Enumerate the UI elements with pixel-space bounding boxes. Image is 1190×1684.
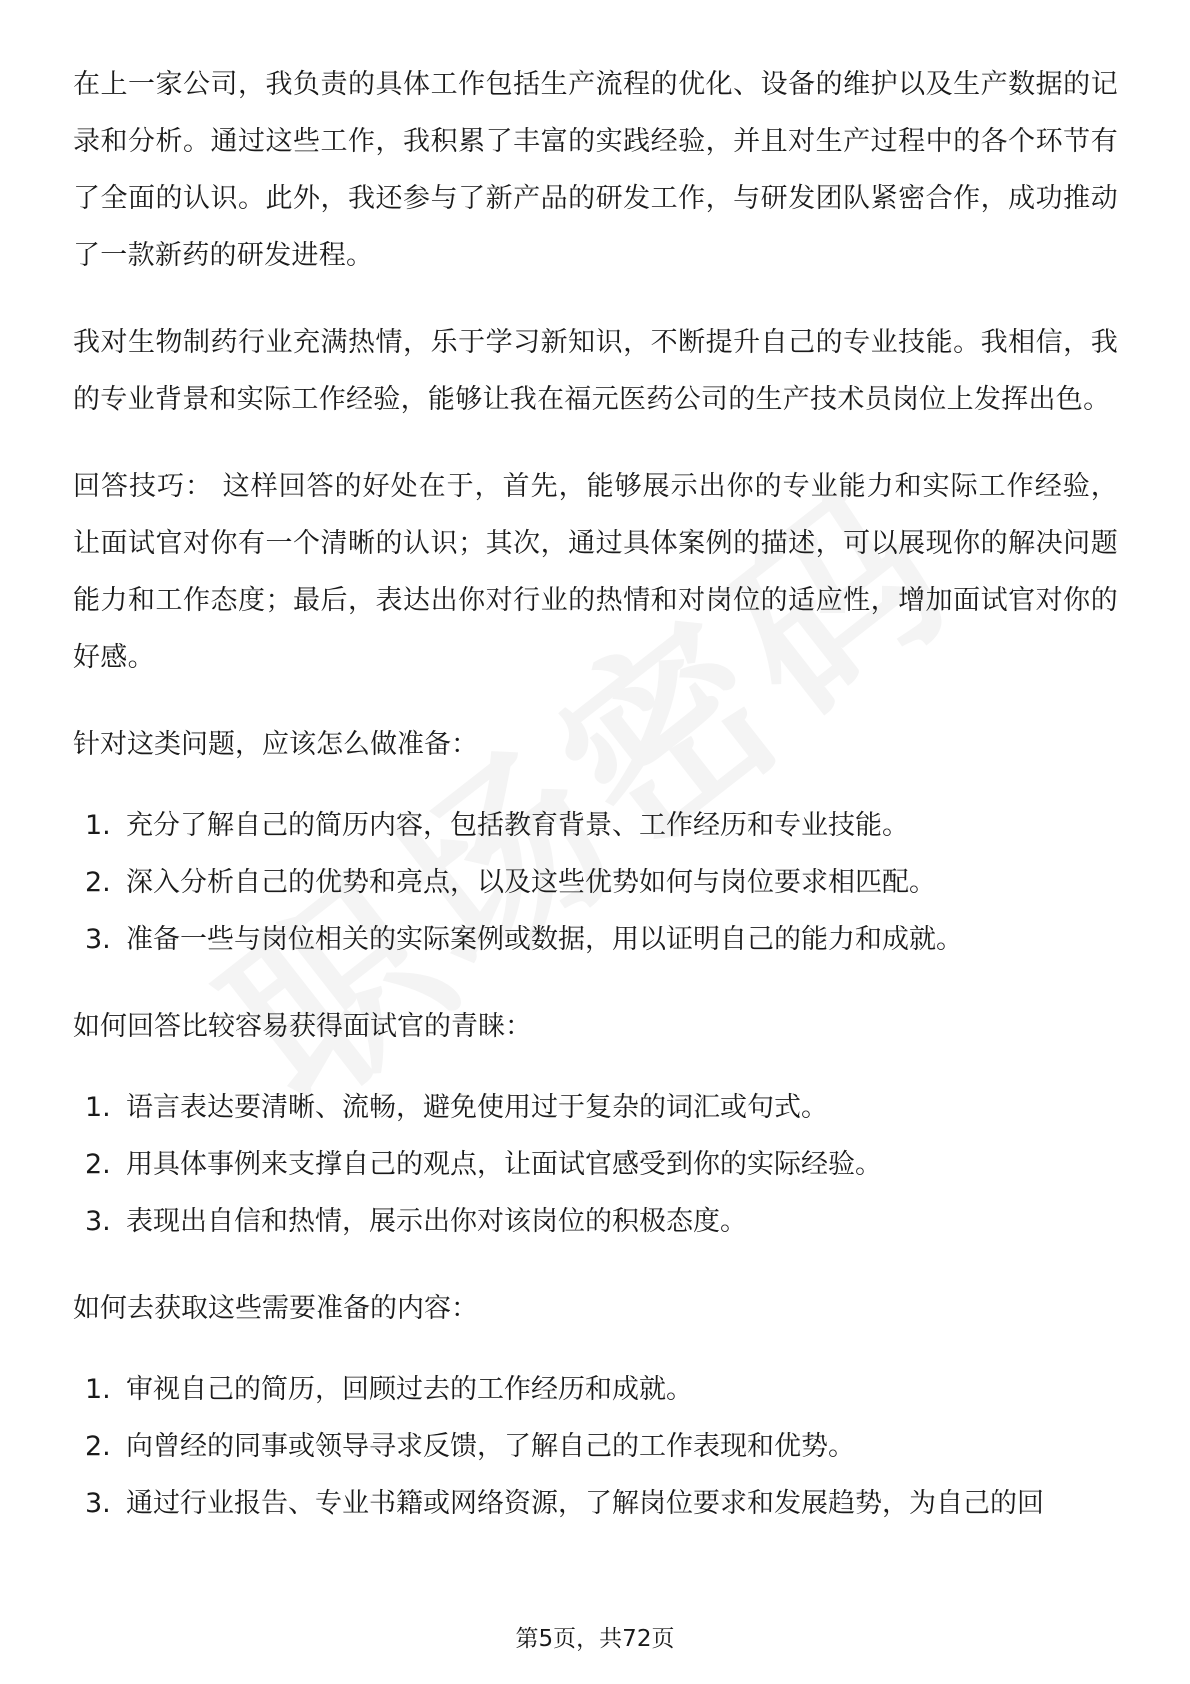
list-item-text: 准备一些与岗位相关的实际案例或数据，用以证明自己的能力和成就。 bbox=[126, 924, 963, 955]
document-body bbox=[73, 56, 1118, 1562]
list-number: 2. bbox=[85, 1149, 111, 1180]
list-item-text: 向曾经的同事或领导寻求反馈，了解自己的工作表现和优势。 bbox=[126, 1431, 855, 1462]
section-favor bbox=[73, 998, 1118, 1250]
numbered-list bbox=[73, 1079, 1118, 1250]
list-item bbox=[73, 1079, 1118, 1136]
list-item-text: 表现出自信和热情，展示出你对该岗位的积极态度。 bbox=[126, 1206, 747, 1237]
list-item bbox=[73, 1136, 1118, 1193]
list-number: 2. bbox=[85, 1431, 111, 1462]
section-heading: 如何回答比较容易获得面试官的青睐： bbox=[73, 1011, 532, 1042]
list-number: 2. bbox=[85, 867, 111, 898]
section-sources bbox=[73, 1280, 1118, 1532]
list-number: 1. bbox=[85, 810, 111, 841]
section-preparation bbox=[73, 716, 1118, 968]
section-heading: 如何去获取这些需要准备的内容： bbox=[73, 1293, 478, 1324]
list-number: 1. bbox=[85, 1374, 111, 1405]
list-item-text: 通过行业报告、专业书籍或网络资源，了解岗位要求和发展趋势，为自己的回 bbox=[126, 1488, 1044, 1519]
numbered-list bbox=[73, 797, 1118, 968]
list-item bbox=[73, 1193, 1118, 1250]
list-number: 3. bbox=[85, 924, 111, 955]
list-number: 1. bbox=[85, 1092, 111, 1123]
list-number: 3. bbox=[85, 1206, 111, 1237]
numbered-list bbox=[73, 1361, 1118, 1532]
list-item bbox=[73, 797, 1118, 854]
list-number: 3. bbox=[85, 1488, 111, 1519]
paragraph-experience: 在上一家公司，我负责的具体工作包括生产流程的优化、设备的维护以及生产数据的记录和分析。通过这些工作，我积累了丰富的实践经验，并且对生产过程中的各个环节有了全面的认识。此外，我还参与了新产品的研发工作，与研发团队紧密合作，成功推动了一款新药的研发进程。 bbox=[73, 69, 1118, 271]
list-item bbox=[73, 1475, 1118, 1532]
section-heading: 针对这类问题，应该怎么做准备： bbox=[73, 729, 478, 760]
list-item-text: 深入分析自己的优势和亮点，以及这些优势如何与岗位要求相匹配。 bbox=[126, 867, 936, 898]
list-item bbox=[73, 1361, 1118, 1418]
list-item-text: 用具体事例来支撑自己的观点，让面试官感受到你的实际经验。 bbox=[126, 1149, 882, 1180]
list-item bbox=[73, 911, 1118, 968]
list-item bbox=[73, 854, 1118, 911]
page-number: 第5页，共72页 bbox=[515, 1626, 675, 1652]
paragraph-passion: 我对生物制药行业充满热情，乐于学习新知识，不断提升自己的专业技能。我相信，我的专业背景和实际工作经验，能够让我在福元医药公司的生产技术员岗位上发挥出色。 bbox=[73, 327, 1118, 415]
list-item-text: 审视自己的简历，回顾过去的工作经历和成就。 bbox=[126, 1374, 693, 1405]
paragraph-answer-tips: 回答技巧： 这样回答的好处在于，首先，能够展示出你的专业能力和实际工作经验，让面试官对你有一个清晰的认识；其次，通过具体案例的描述，可以展现你的解决问题能力和工作态度；最后，表达出你对行业的热情和对岗位的适应性，增加面试官对你的好感。 bbox=[73, 471, 1118, 673]
list-item-text: 充分了解自己的简历内容，包括教育背景、工作经历和专业技能。 bbox=[126, 810, 909, 841]
list-item bbox=[73, 1418, 1118, 1475]
list-item-text: 语言表达要清晰、流畅，避免使用过于复杂的词汇或句式。 bbox=[126, 1092, 828, 1123]
